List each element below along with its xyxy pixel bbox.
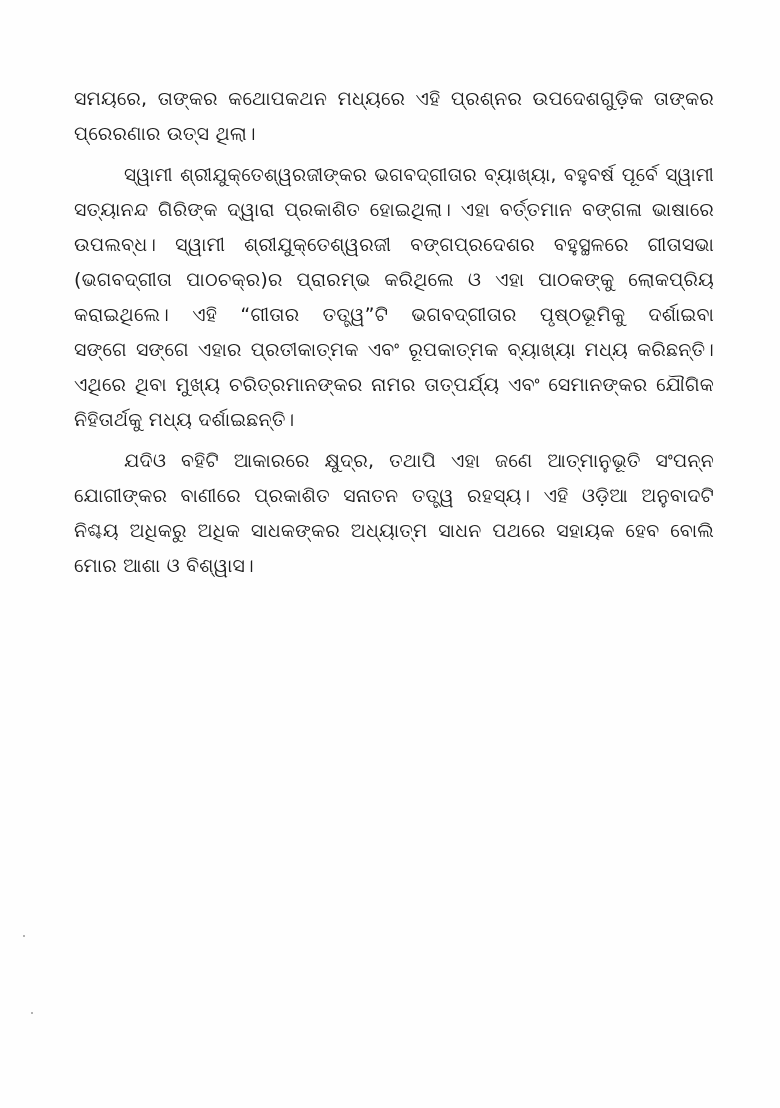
text-line: କରାଇଥିଲେ। ଏହି “ଗୀତାର ତତ୍ତ୍ୱ”ଟି ଭଗବଦ୍‌ଗୀତାର ପୃଷ୍ଠଭୂମିକୁ ଦର୍ଶାଇବା (74, 304, 714, 326)
text-line: ସମୟରେ, ତାଙ୍କର କଥୋପକଥନ ମଧ୍ୟରେ ଏହି ପ୍ରଶ୍ନର ଉପଦେଶଗୁଡ଼ିକ ତାଙ୍କର (74, 88, 714, 110)
text-line: ଯଦିଓ ବହିଟି ଆକାରରେ କ୍ଷୁଦ୍ର, ତଥାପି ଏହା ଜଣେ ଆତ୍ମାନୁଭୂତି ସଂପନ୍ନ (124, 450, 714, 472)
text-line: ସଙ୍ଗେ ସଙ୍ଗେ ଏହାର ପ୍ରତୀକାତ୍ମକ ଏବଂ ରୂପକାତ୍ମକ ବ୍ୟାଖ୍ୟା ମଧ୍ୟ କରିଛନ୍ତି। (74, 339, 714, 361)
text-line: ନିହିତାର୍ଥକୁ ମଧ୍ୟ ଦର୍ଶାଇଛନ୍ତି। (74, 409, 295, 431)
paragraph-3 (74, 444, 714, 584)
scan-speck (23, 935, 25, 937)
text-line: ଯୋଗୀଙ୍କର ବାଣୀରେ ପ୍ରକାଶିତ ସନାତନ ତତ୍ତ୍ୱ ରହସ୍ୟ। ଏହି ଓଡ଼ିଆ ଅନୁବାଦଟି (74, 485, 714, 507)
body-text (74, 82, 714, 590)
scan-speck (31, 1012, 33, 1014)
text-line: ନିଶ୍ଚୟ ଅଧିକରୁ ଅଧିକ ସାଧକଙ୍କର ଅଧ୍ୟାତ୍ମ ସାଧନ ପଥରେ ସହାୟକ ହେବ ବୋଲି (74, 520, 714, 542)
text-line: ଉପଲବ୍ଧ। ସ୍ୱାମୀ ଶ୍ରୀଯୁକ୍ତେଶ୍ୱରଜୀ ବଙ୍ଗପ୍ରଦେଶର ବହୁସ୍ଥଳରେ ଗୀତାସଭା (74, 234, 714, 256)
text-line: (ଭଗବଦ୍‌ଗୀତା ପାଠଚକ୍ର)ର ପ୍ରାରମ୍ଭ କରିଥିଲେ ଓ ଏହା ପାଠକଙ୍କୁ ଲୋକପ୍ରିୟ (74, 269, 714, 291)
text-line: ସତ୍ୟାନନ୍ଦ ଗିରିଙ୍କ ଦ୍ୱାରା ପ୍ରକାଶିତ ହୋଇଥିଲା। ଏହା ବର୍ତ୍ତମାନ ବଙ୍ଗଳା ଭାଷାରେ (74, 199, 714, 221)
text-line: ସ୍ୱାମୀ ଶ୍ରୀଯୁକ୍ତେଶ୍ୱରଜୀଙ୍କର ଭଗବଦ୍‌ଗୀତାର ବ୍ୟାଖ୍ୟା, ବହୁବର୍ଷ ପୂର୍ବେ ସ୍ୱାମୀ (124, 165, 714, 186)
text-line: ପ୍ରେରଣାର ଉତ୍ସ ଥିଲା। (74, 123, 256, 145)
text-line: ମୋର ଆଶା ଓ ବିଶ୍ୱାସ। (74, 555, 254, 577)
paragraph-1 (74, 82, 714, 152)
text-line: ଏଥିରେ ଥିବା ମୁଖ୍ୟ ଚରିତ୍ରମାନଙ୍କର ନାମର ତାତ୍ପର୍ଯ୍ୟ ଏବଂ ସେମାନଙ୍କର ଯୌଗିକ (74, 374, 714, 396)
paragraph-2 (74, 158, 714, 438)
